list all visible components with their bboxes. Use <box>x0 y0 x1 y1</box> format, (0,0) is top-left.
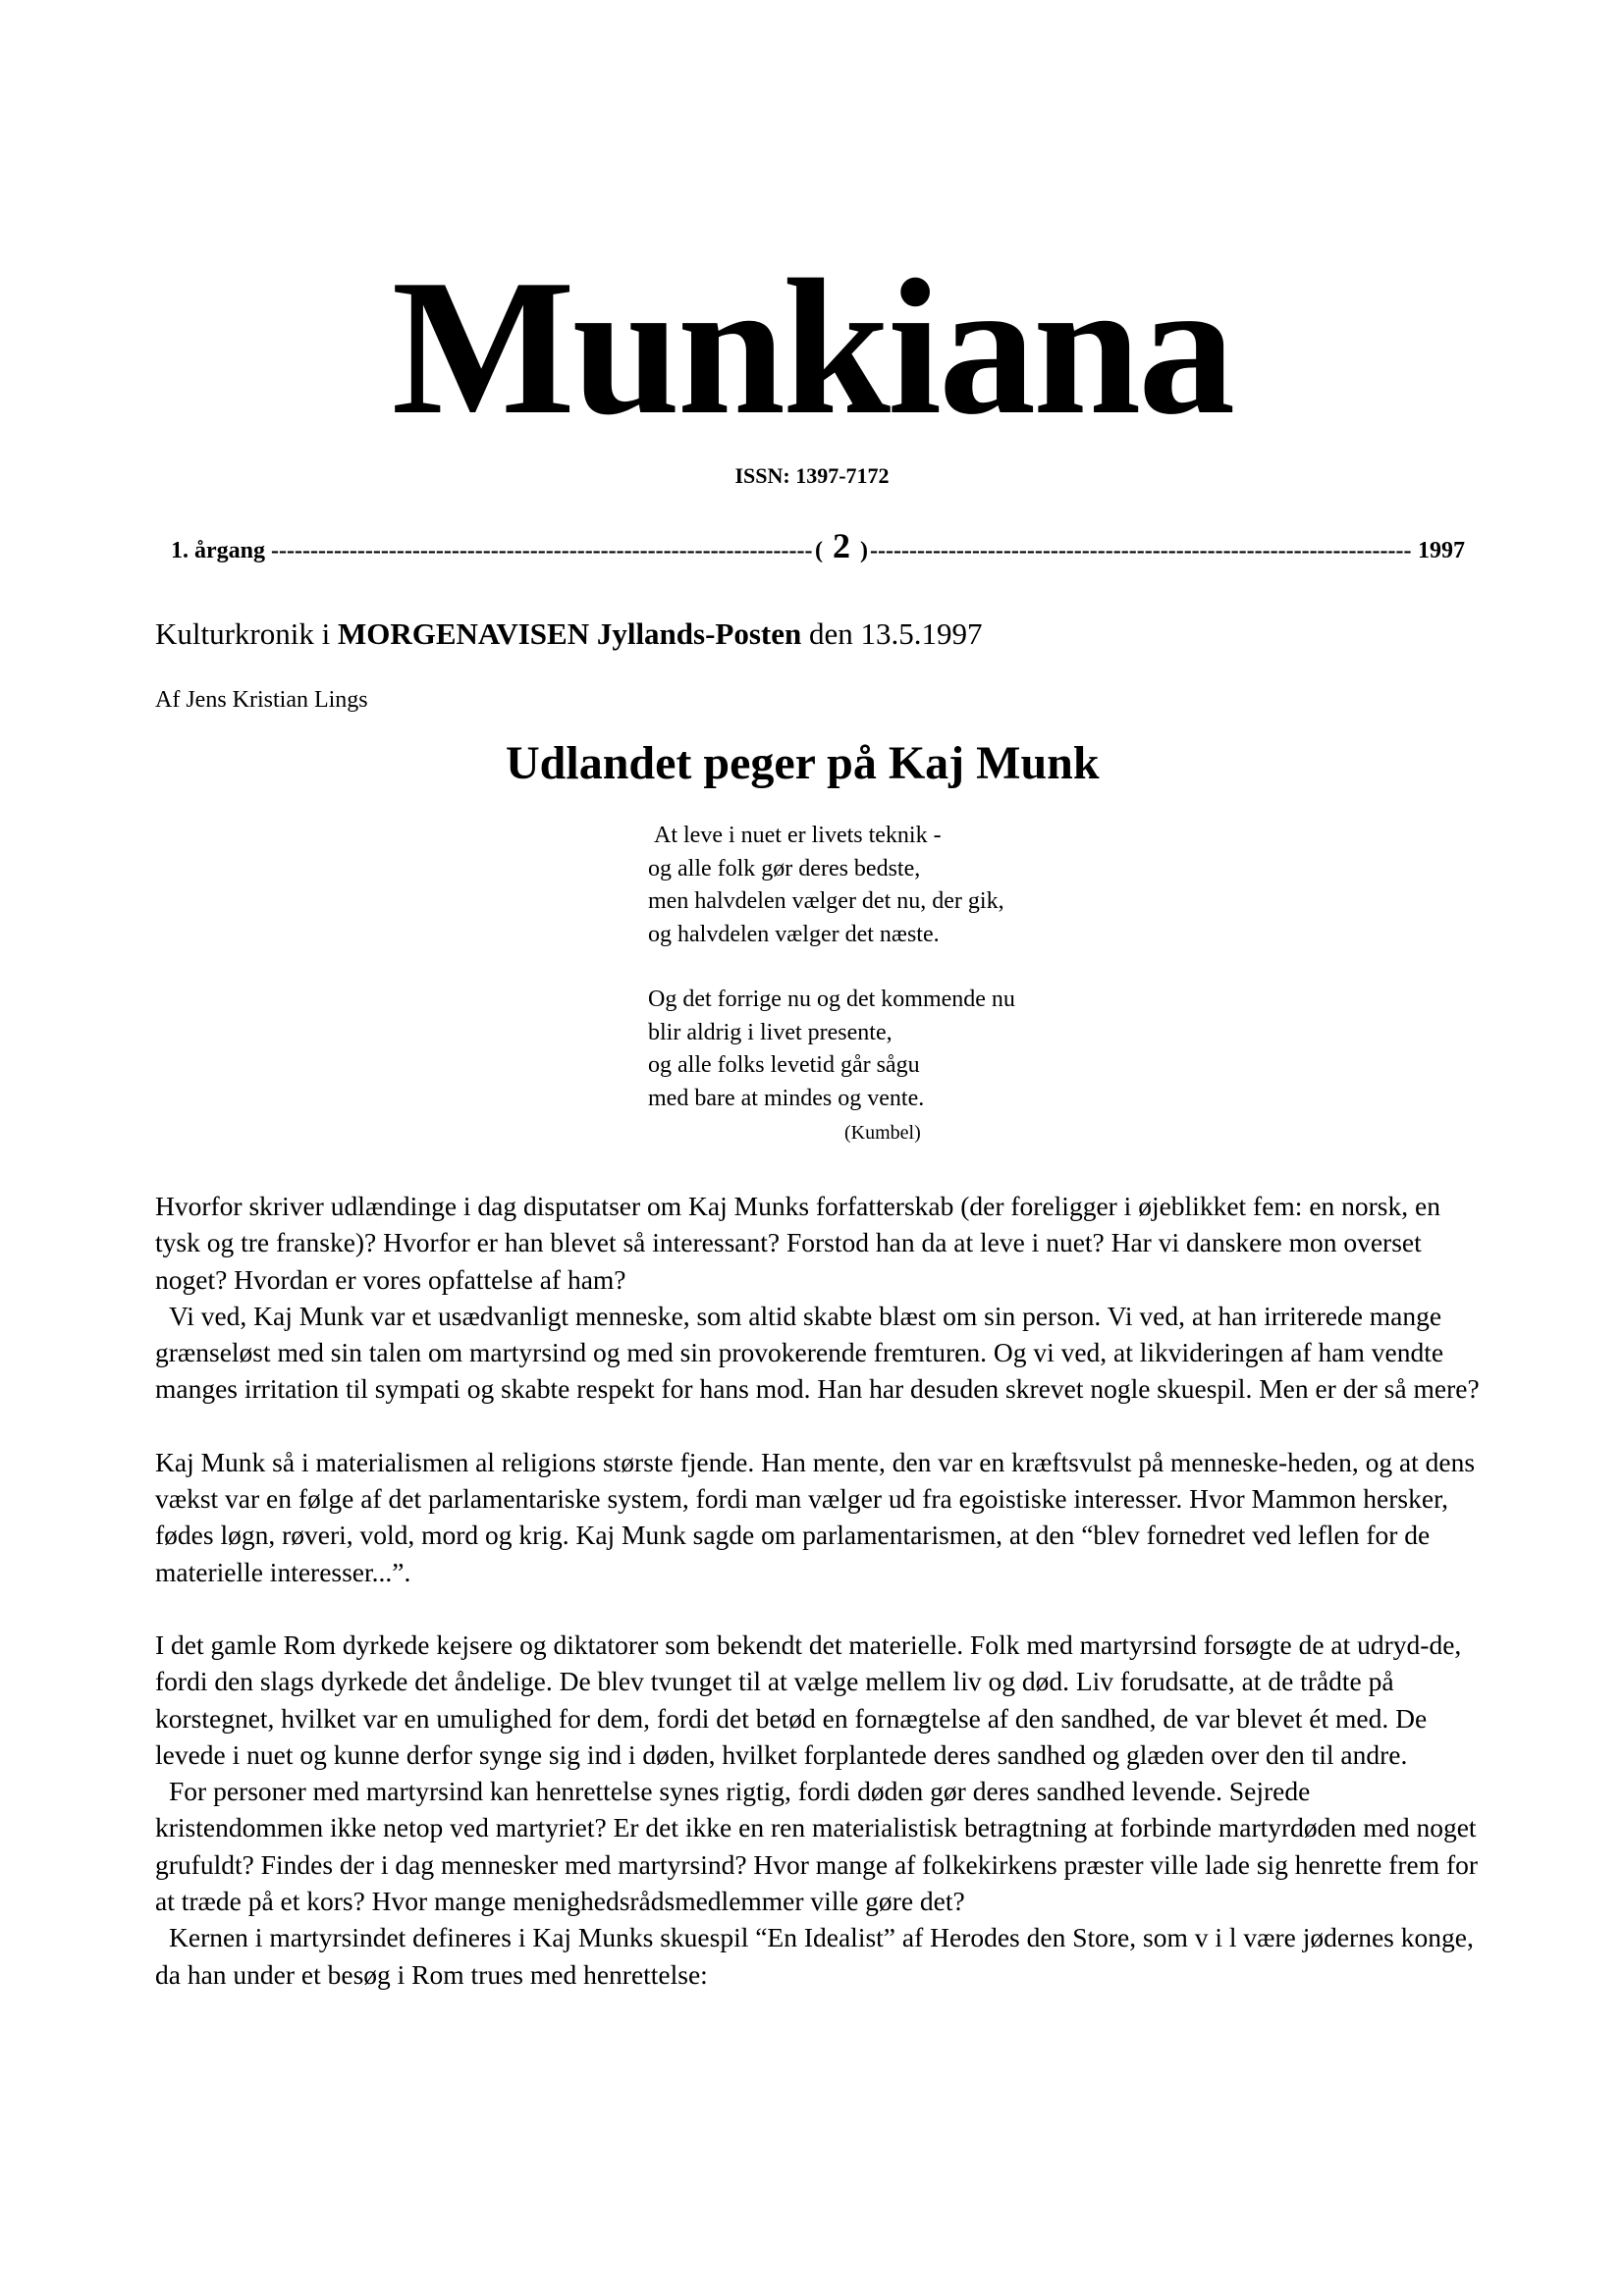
poem-line: blir aldrig i livet presente, <box>648 1019 893 1045</box>
article-paragraph: Vi ved, Kaj Munk var et usædvanligt menneske, som altid skabte blæst om sin person. Vi ved, at han irriterede mange grænseløst med sin talen om martyrsind og med sin provokerende fremturen. Og vi ved, at likvideringen af ham vendte manges irritation til sympati og skabte respekt for hans mod. Han har desuden skrevet nogle skuespil. Men er der så mere? <box>155 1300 1480 1405</box>
poem-line: med bare at mindes og vente. <box>648 1085 925 1111</box>
kronik-date: den 13.5.1997 <box>801 616 983 651</box>
poem-stanza-2 <box>648 984 1015 1115</box>
poem-line: Og det forrige nu og det kommende nu <box>648 987 1015 1012</box>
issue-number: 2 <box>833 526 850 565</box>
poem-line: og alle folks levetid går sågu <box>648 1052 920 1078</box>
volume-line <box>165 525 1471 566</box>
article-paragraph: For personer med martyrsind kan henrettelse synes rigtig, fordi døden gør deres sandhed levende. Sejrede kristendommen ikke netop ved martyriet? Er det ikke en ren materialistisk betragtning at forbinde martyrdøden med noget grufuldt? Findes der i dag mennesker med martyrsind? Hvor mange af folkekirkens præster ville lade sig henrette frem for at træde på et kors? Hvor mange menighedsrådsmedlemmer ville gøre det? <box>155 1776 1479 1917</box>
volume-label: 1. årgang <box>171 538 265 563</box>
article-paragraph: I det gamle Rom dyrkede kejsere og diktatorer som bekendt det materielle. Folk med martyrsind forsøgte de at udryd-de, fordi den slags dyrkede det åndelige. De blev tvunget til at vælge mellem liv og død. Liv forudsatte, at de trådte på korstegnet, hvilket var en umulighed for dem, fordi det betød en fornægtelse af den sandhed, de var blevet ét med. De levede i nuet og kunne derfor synge sig ind i døden, hvilket forplantede deres sandhed og glæden over den til andre. <box>155 1629 1462 1770</box>
poem-source: (Kumbel) <box>844 1122 921 1144</box>
divider-dashes-right <box>870 538 1412 564</box>
byline: Af Jens Kristian Lings <box>155 687 368 713</box>
poem-line: At leve i nuet er livets teknik - <box>654 823 942 848</box>
article-paragraph: Kaj Munk så i materialismen al religions største fjende. Han mente, den var en kræftsvulst på menneske-heden, og at dens vækst var en følge af det parlamentariske system, fordi man vælger ud fra egoistiske interesser. Hvor Mammon hersker, fødes løgn, røveri, vold, mord og krig. Kaj Munk sagde om parlamentarismen, at den “blev fornedret ved leflen for de materielle interesser...”. <box>155 1446 1476 1587</box>
kronik-line <box>155 616 983 652</box>
poem-stanza-1 <box>648 820 1015 951</box>
poem-line: og alle folk gør deres bedste, <box>648 855 921 881</box>
article-paragraph: Kernen i martyrsindet defineres i Kaj Munks skuespil “En Idealist” af Herodes den Store, som v i l være jødernes konge, da han under et besøg i Rom trues med henrettelse: <box>155 1922 1474 1990</box>
masthead-title: Munkiana <box>391 240 1233 454</box>
volume-year: 1997 <box>1418 538 1465 563</box>
poem-line: men halvdelen vælger det nu, der gik, <box>648 888 1004 914</box>
article-paragraph: Hvorfor skriver udlændinge i dag disputatser om Kaj Munks forfatterskab (der foreligger i øjeblikket fem: en norsk, en tysk og tre franske)? Hvorfor er han blevet så interessant? Forstod han da at leve i nuet? Har vi danskere mon overset noget? Hvordan er vores opfattelse af ham? <box>155 1191 1440 1295</box>
article-headline: Udlandet peger på Kaj Munk <box>506 737 1100 789</box>
article-body <box>155 1188 1481 1993</box>
poem-line: og halvdelen vælger det næste. <box>648 921 940 947</box>
issn: ISSN: 1397-7172 <box>734 463 890 488</box>
paren-open: ( <box>815 538 823 563</box>
divider-dashes-left <box>271 538 813 564</box>
kronik-prefix: Kulturkronik i <box>155 616 338 651</box>
epigraph-poem <box>648 820 1015 1148</box>
paren-close: ) <box>860 538 868 563</box>
newspaper-name: MORGENAVISEN Jyllands-Posten <box>338 616 802 651</box>
